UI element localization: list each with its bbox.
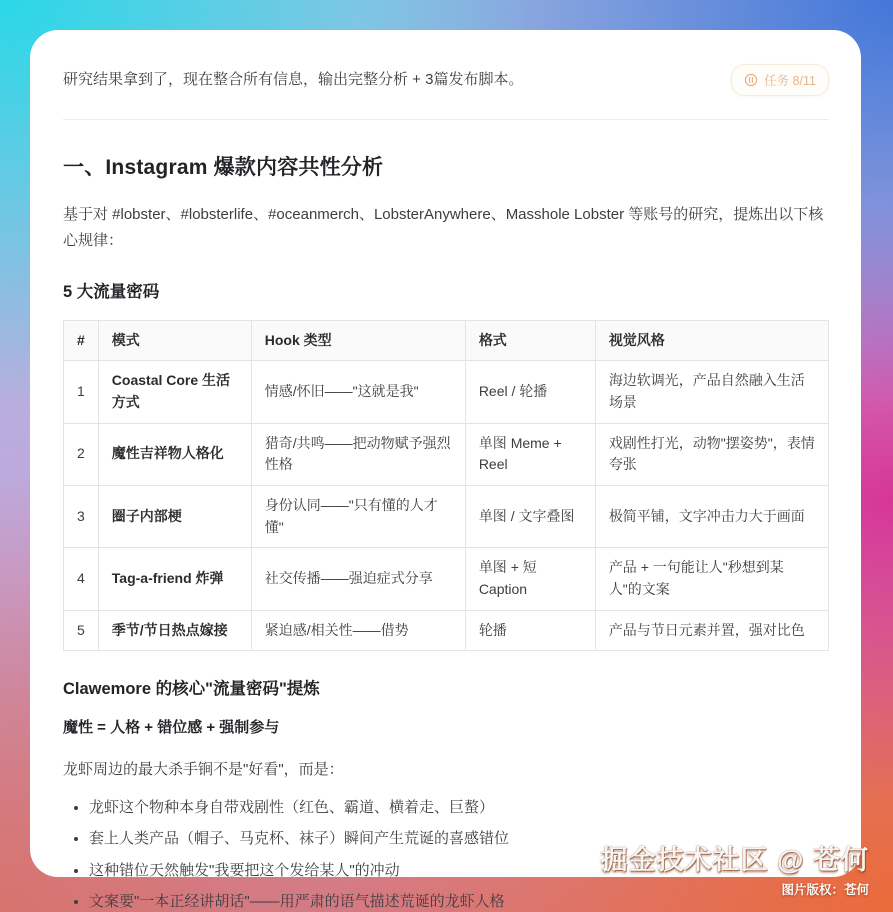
cell-pattern: Coastal Core 生活方式	[98, 361, 251, 423]
cell-number: 2	[64, 423, 99, 485]
header-row	[63, 64, 829, 96]
col-header-format: 格式	[465, 320, 595, 361]
core-bullet-list	[63, 797, 829, 912]
clock-progress-icon	[744, 73, 758, 87]
bullet-item: • 这种错位天然触发"我要把这个发给某人"的冲动	[89, 860, 829, 883]
table-row	[64, 361, 829, 423]
cell-visual: 海边软调光，产品自然融入生活场景	[595, 361, 828, 423]
table-row	[64, 548, 829, 610]
cell-visual: 极简平铺，文字冲击力大于画面	[595, 485, 828, 547]
cell-hook: 身份认同——"只有懂的人才懂"	[251, 485, 465, 547]
subheading-traffic-codes: 5 大流量密码	[63, 282, 160, 301]
core-lead: 龙虾周边的最大杀手锏不是"好看"，而是：	[63, 761, 344, 779]
cell-pattern: 圈子内部梗	[98, 485, 251, 547]
cell-number: 5	[64, 610, 99, 651]
section-intro: 基于对 #lobster、#lobsterlife、#oceanmerch、LobsterAnywhere、Masshole Lobster 等账号的研究，提炼出以下核心规律：	[63, 206, 824, 250]
cell-format: 单图 / 文字叠图	[465, 485, 595, 547]
cell-pattern: Tag-a-friend 炸弹	[98, 548, 251, 610]
watermark-copyright-text: 图片版权：苍何	[781, 883, 869, 897]
section-title: 一、Instagram 爆款内容共性分析	[63, 156, 384, 179]
task-progress-badge[interactable]	[731, 64, 829, 96]
cell-visual: 产品与节日元素并置，强对比色	[595, 610, 828, 651]
bullet-item: • 文案要"一本正经讲胡话"——用严肃的语气描述荒诞的龙虾人格	[89, 891, 829, 912]
top-divider	[63, 119, 829, 120]
cell-hook: 社交传播——强迫症式分享	[251, 548, 465, 610]
core-code-heading: Clawemore 的核心"流量密码"提炼	[63, 680, 320, 699]
task-badge-label: 任务 8/11	[764, 74, 816, 88]
cell-hook: 紧迫感/相关性——借势	[251, 610, 465, 651]
cell-format: Reel / 轮播	[465, 361, 595, 423]
cell-number: 3	[64, 485, 99, 547]
cell-number: 4	[64, 548, 99, 610]
cell-format: 轮播	[465, 610, 595, 651]
table-row	[64, 485, 829, 547]
cell-format: 单图 Meme + Reel	[465, 423, 595, 485]
col-header-visual: 视觉风格	[595, 320, 828, 361]
cell-pattern: 季节/节日热点嫁接	[98, 610, 251, 651]
table-row	[64, 610, 829, 651]
cell-number: 1	[64, 361, 99, 423]
intro-text: 研究结果拿到了，现在整合所有信息，输出完整分析 + 3篇发布脚本。	[63, 71, 524, 88]
watermark-main-text: 掘金技术社区 @ 苍何	[600, 845, 869, 875]
cell-pattern: 魔性吉祥物人格化	[98, 423, 251, 485]
table-row	[64, 423, 829, 485]
bullet-item: • 龙虾这个物种本身自带戏剧性（红色、霸道、横着走、巨螯）	[89, 797, 829, 820]
col-header-pattern: 模式	[98, 320, 251, 361]
col-header-hook: Hook 类型	[251, 320, 465, 361]
cell-format: 单图 + 短 Caption	[465, 548, 595, 610]
col-header-number: #	[64, 320, 99, 361]
table-header-row	[64, 320, 829, 361]
core-formula: 魔性 = 人格 + 错位感 + 强制参与	[63, 719, 280, 737]
cell-visual: 产品 + 一句能让人"秒想到某人"的文案	[595, 548, 828, 610]
cell-visual: 戏剧性打光，动物"摆姿势"，表情夸张	[595, 423, 828, 485]
traffic-codes-table	[63, 320, 829, 652]
cell-hook: 猎奇/共鸣——把动物赋予强烈性格	[251, 423, 465, 485]
cell-hook: 情感/怀旧——"这就是我"	[251, 361, 465, 423]
bullet-item: • 套上人类产品（帽子、马克杯、袜子）瞬间产生荒诞的喜感错位	[89, 828, 829, 851]
